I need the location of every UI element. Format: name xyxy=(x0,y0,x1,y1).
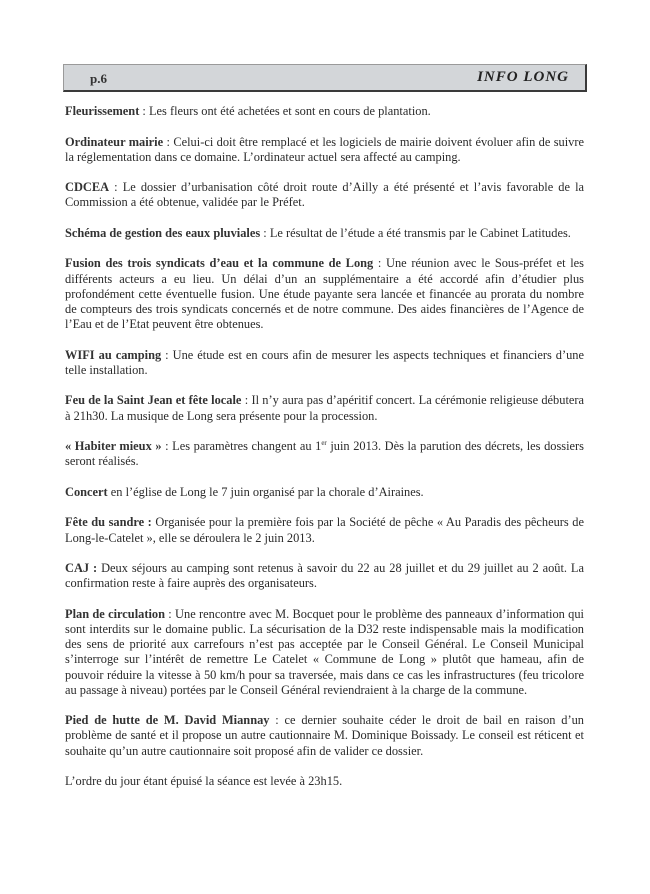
paragraph-cdcea: CDCEA : Le dossier d’urbanisation côté droit route d’Ailly a été présenté et l’avis favorable de la Commission a été obtenue, validée par le Préfet. xyxy=(65,180,585,210)
paragraph-text: Deux séjours au camping sont retenus à savoir du 22 au 28 juillet et du 29 juillet au 2 août. La confirmation reste à faire auprès des organisateurs. xyxy=(65,561,584,591)
paragraph-text: ce dernier souhaite céder le droit de bail en raison d’un problème de santé et il propose un autre cautionnaire M. Dominique Boissady. Le conseil est réticent et souhaite qu’un autre cautionnaire soit proposé afin de valider ce dossier. xyxy=(65,713,585,758)
paragraph-text: Le résultat de l’étude a été transmis par le Cabinet Latitudes. xyxy=(269,225,571,240)
paragraph-heading: Fusion des trois syndicats d’eau et la commune de Long xyxy=(65,256,374,271)
paragraph-text: Le dossier d’urbanisation côté droit route d’Ailly a été présenté et l’avis favorable de la Commission a été obtenue, validée par le Préfet. xyxy=(65,180,585,210)
paragraph-heading: Fête du sandre : xyxy=(65,515,152,530)
paragraph-heading: Schéma de gestion des eaux pluviales xyxy=(65,225,261,240)
paragraph-concert xyxy=(65,485,584,500)
paragraph-heading: WIFI au camping xyxy=(65,347,162,362)
paragraph-text: Organisée pour la première fois par la Société de pêche « Au Paradis des pêcheurs de Long-le-Catelet », elle se déroulera le 2 juin 2013. xyxy=(65,515,584,545)
paragraph-text: Une réunion avec le Sous-préfet et les différents acteurs a eu lieu. Un délai d’un an supplémentaire a été accordé afin d’étudier plus profondément cette éventuelle fusion. Une étude payante sera lancée et financée au prorata du nombre de compteurs des trois syndicats concernés et de notre commune. Des aides financières de l’Agence de l’Eau et de l’Etat peuvent être obtenues. xyxy=(65,256,585,332)
paragraph-heading: Fleurissement xyxy=(65,104,140,118)
paragraph-ordinateur: Ordinateur mairie : Celui-ci doit être remplacé et les logiciels de mairie doivent évoluer afin de suivre la réglementation dans ce domaine. L’ordinateur actuel sera affecté au camping. xyxy=(65,134,585,164)
paragraph-text: juin 2013. Dès la parution des décrets, les dossiers seront réalisés. xyxy=(65,439,584,469)
paragraph-saint-jean: Feu de la Saint Jean et fête locale : Il n’y aura pas d’apéritif concert. La cérémonie religieuse débutera à 21h30. La musique de Long sera présente pour la procession. xyxy=(65,393,585,423)
page-number: p.6 xyxy=(90,71,107,86)
paragraph-circulation: Plan de circulation : Une rencontre avec M. Bocquet pour le problème des panneaux d’information qui sont interdits sur le domaine public. La sécurisation de la D32 reste indispensable mais la modification des sens de priorité aux carrefours n’est pas acceptée par le Conseil Général. Le Conseil Municipal s’interroge sur l’intérêt de remettre Le Catelet « Commune de Long » plutôt que hameau, afin de pouvoir réduire la vitesse à 50 km/h pour sa traversée, mais dans ce cas les infrastructures (feu tricolore au passage à niveau) portées par le Conseil Général reviendraient à la charge de la commune. xyxy=(65,606,584,697)
paragraph-heading: Concert xyxy=(65,484,108,499)
paragraph-text: Une étude est en cours afin de mesurer les aspects techniques et financiers d’une telle installation. xyxy=(65,347,584,377)
paragraph-text: Une rencontre avec M. Bocquet pour le problème des panneaux d’information qui sont interdits sur le domaine public. La sécurisation de la D32 reste indispensable mais la modification des sens de priorité aux carrefours n’est pas acceptée par le Conseil Général. Le Conseil Municipal s’interroge sur l’intérêt de remettre Le Catelet « Commune de Long » plutôt que hameau, afin de pouvoir réduire la vitesse à 50 km/h pour sa traversée, mais dans ce cas les infrastructures (feu tricolore au passage à niveau) portées par le Conseil Général reviendraient à la charge de la commune. xyxy=(65,606,584,697)
paragraph-text: Les fleurs ont été achetées et sont en cours de plantation. xyxy=(148,104,431,118)
paragraph-heading: CDCEA xyxy=(65,180,110,195)
paragraph-text: Il n’y aura pas d’apéritif concert. La cérémonie religieuse débutera à 21h30. La musique de Long sera présente pour la procession. xyxy=(65,393,585,423)
paragraph-heading: « Habiter mieux » xyxy=(65,439,162,454)
paragraph-heading: Plan de circulation xyxy=(65,606,165,621)
paragraph-habiter-mieux: « Habiter mieux » : Les paramètres changent au 1er juin 2013. Dès la parution des décrets, les dossiers seront réalisés. xyxy=(65,439,584,469)
paragraph-text: en l’église de Long le 7 juin organisé par la chorale d’Airaines. xyxy=(110,484,424,499)
paragraph-caj xyxy=(65,561,584,591)
paragraph-pied-de-hutte: Pied de hutte de M. David Miannay : ce dernier souhaite céder le droit de bail en raison d’un problème de santé et il propose un autre cautionnaire M. Dominique Boissady. Le conseil est réticent et souhaite qu’un autre cautionnaire soit proposé afin de valider ce dossier. xyxy=(65,713,585,758)
ordinal-superscript: er xyxy=(321,439,327,447)
document-body xyxy=(65,104,584,805)
paragraph-heading: Pied de hutte de M. David Miannay xyxy=(65,713,270,728)
paragraph-eaux-pluviales: Schéma de gestion des eaux pluviales : Le résultat de l’étude a été transmis par le Cabinet Latitudes. xyxy=(65,225,571,240)
paragraph-heading: Feu de la Saint Jean et fête locale xyxy=(65,393,242,408)
paragraph-fete-sandre xyxy=(65,515,584,545)
paragraph-text: Celui-ci doit être remplacé et les logiciels de mairie doivent évoluer afin de suivre la réglementation dans ce domaine. L’ordinateur actuel sera affecté au camping. xyxy=(65,134,585,164)
paragraph-wifi: WIFI au camping : Une étude est en cours afin de mesurer les aspects techniques et financiers d’une telle installation. xyxy=(65,347,584,377)
paragraph-heading: CAJ : xyxy=(65,561,98,576)
page-header-banner xyxy=(63,64,587,92)
publication-title: INFO LONG xyxy=(477,69,569,85)
paragraph-fleurissement: Fleurissement : Les fleurs ont été achetées et sont en cours de plantation. xyxy=(65,104,431,118)
closing-line: L’ordre du jour étant épuisé la séance est levée à 23h15. xyxy=(65,774,343,789)
paragraph-fusion: Fusion des trois syndicats d’eau et la commune de Long : Une réunion avec le Sous-préfet et les différents acteurs a eu lieu. Un délai d’un an supplémentaire a été accordé afin d’étudier plus profondément cette éventuelle fusion. Une étude payante sera lancée et financée au prorata du nombre de compteurs des trois syndicats concernés et de notre commune. Des aides financières de l’Agence de l’Eau et de l’Etat peuvent être obtenues. xyxy=(65,256,585,332)
paragraph-heading: Ordinateur mairie xyxy=(65,134,164,149)
